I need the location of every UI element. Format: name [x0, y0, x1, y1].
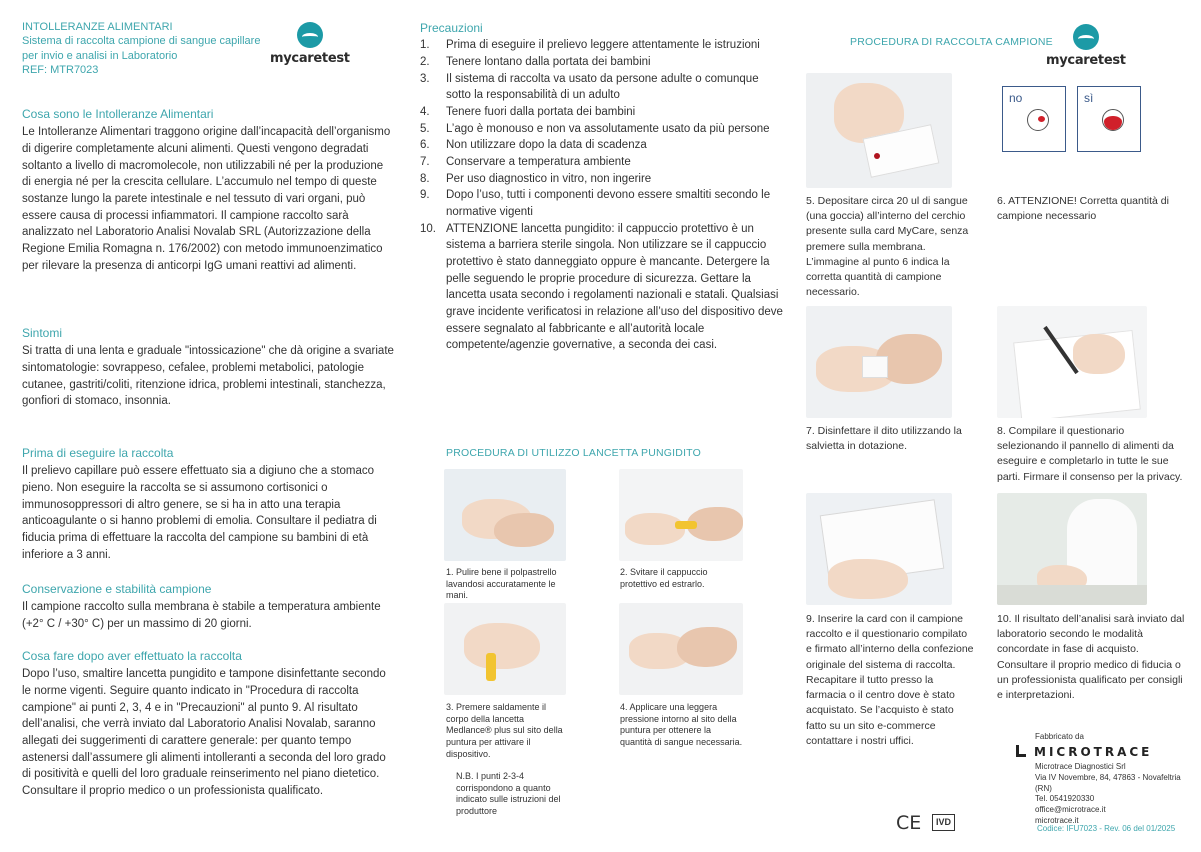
- list-item: [420, 154, 785, 171]
- item-text: L’ago è monouso e non va assolutamente usato da più persone: [446, 122, 770, 135]
- ce-mark: CE: [896, 812, 922, 834]
- document-code: Codice: IFU7023 - Rev. 06 del 01/2025: [1037, 824, 1176, 833]
- factory-icon: [1016, 745, 1026, 757]
- photo-disinfect-finger: [806, 306, 952, 418]
- item-number: 1.: [420, 39, 430, 52]
- photo-press-lancet: [444, 603, 566, 695]
- header-line: REF: MTR7023: [22, 63, 99, 76]
- section-title: Sintomi: [22, 326, 63, 340]
- sample-no-label: no: [1009, 91, 1023, 105]
- precautions-list: [420, 37, 785, 354]
- item-text: Dopo l’uso, tutti i componenti devono essere smaltiti secondo le normative vigenti: [446, 189, 771, 219]
- item-text: Tenere fuori dalla portata dei bambini: [446, 106, 636, 119]
- sample-yes-label: sì: [1084, 91, 1094, 105]
- item-number: 3.: [420, 72, 430, 85]
- photo-deposit-blood: [806, 73, 952, 188]
- sample-no-card: [1002, 86, 1066, 152]
- logo-text: mycaretest: [270, 51, 350, 66]
- item-text: Il sistema di raccolta va usato da persone adulte o comunque sotto la responsabilità di un adulto: [446, 72, 759, 102]
- photo-fill-questionnaire: [997, 306, 1147, 418]
- lancet-procedure-title: PROCEDURA DI UTILIZZO LANCETTA PUNGIDITO: [446, 447, 701, 459]
- mycaretest-logo: [1046, 24, 1126, 71]
- collection-step-caption: 9. Inserire la card con il campione raccolto e il questionario compilato e firmato all’interno della confezione originale del sistema di raccolta. Recapitare il tutto presso la farmacia o il centro dove è stato acquistato. Se l’acquisto è stato fatto su un sito e-commerce contattare i nostri uffici.: [806, 613, 974, 747]
- list-item: [420, 104, 785, 121]
- list-item: [420, 121, 785, 138]
- item-number: 2.: [420, 56, 430, 69]
- collection-step-caption: 7. Disinfettare il dito utilizzando la salvietta in dotazione.: [806, 425, 962, 453]
- collection-procedure-title: PROCEDURA DI RACCOLTA CAMPIONE: [850, 36, 1053, 48]
- lancet-step-caption: 3. Premere saldamente il corpo della lancetta Medlance® plus sul sito della puntura per attivare il dispositivo.: [446, 702, 563, 759]
- logo-mark-icon: [297, 22, 323, 48]
- document-header: [22, 20, 272, 77]
- section-body: Il prelievo capillare può essere effettuato sia a digiuno che a stomaco pieno. Non eseguire la raccolta se si assumono cortisonici o immunosoppressori di altro genere, se si ha in atto una terapia anticoagulante o si hanno problemi di emolia. Consultare il pediatra di fiducia prima di effettuare la raccolta del campione su bambini di età inferiore a 3 anni.: [22, 465, 377, 561]
- list-item: [420, 171, 785, 188]
- photo-apply-pressure: [619, 603, 743, 695]
- section-title: Prima di eseguire la raccolta: [22, 446, 174, 460]
- section-before-collection: [22, 445, 394, 563]
- item-number: 6.: [420, 139, 430, 152]
- section-after-collection: [22, 648, 394, 800]
- ivd-mark: IVD: [932, 814, 955, 831]
- section-body: Il campione raccolto sulla membrana è stabile a temperatura ambiente (+2° C / +30° C) per un massimo di 20 giorni.: [22, 601, 381, 631]
- item-text: Per uso diagnostico in vitro, non ingerire: [446, 172, 652, 185]
- item-number: 5.: [420, 122, 430, 135]
- sample-yes-card: [1077, 86, 1141, 152]
- section-title: Cosa fare dopo aver effettuato la raccolta: [22, 649, 242, 663]
- list-item: [420, 71, 785, 104]
- manufacturer-address: [1035, 762, 1195, 827]
- address-line: Tel. 0541920330: [1035, 794, 1095, 804]
- section-title: Conservazione e stabilità campione: [22, 582, 212, 596]
- item-number: 10.: [420, 222, 436, 235]
- photo-washing-hands: [444, 469, 566, 561]
- list-item: [420, 37, 785, 54]
- address-line: microtrace.it: [1035, 815, 1079, 825]
- list-item: [420, 187, 785, 220]
- manufacturer-label: Fabbricato da: [1035, 732, 1084, 741]
- section-body: Le Intolleranze Alimentari traggono origine dall’incapacità dell’organismo di digerire completamente alcuni alimenti. Questi vengono degradati soltanto a livello di macromolecole, non utilizzabili né per la produzione di energia né per la crescita cellulare. L’accumulo nel tempo di queste sostanze lungo la parete intestinale e nel tessuto di vari organi, può essere causa di processi infiammatori. Il campione raccolto sarà analizzato nel Laboratorio Analisi Novalab SRL (Autorizzazione della Regione Emilia Romagna n. 176/2002) con metodo immunoenzimatico per rilevare la presenza di anticorpi IgG umani reattivi ad alimenti.: [22, 126, 391, 272]
- logo-mark-icon: [1073, 24, 1099, 50]
- manufacturer-brand: MICROTRACE: [1034, 745, 1153, 759]
- sample-circle-icon: [1027, 109, 1049, 131]
- section-body: Dopo l’uso, smaltire lancetta pungidito e tampone disinfettante secondo le norme vigenti. Seguire quanto indicato in "Procedura di raccolta campione" ai punti 2, 3, 4 e in "Precauzioni" al punto 9. Al risultato dell’analisi, che verrà inviato dal Laboratorio Analisi Novalab, saranno allegati dei suggerimenti di carattere generale: per quanto tempo astenersi dall’assumere gli alimenti intolleranti a seconda del loro grado di positività e quelli del loro graduale reinserimento nel piano dietetico. Consultare il proprio medico o un professionista qualificato.: [22, 668, 386, 798]
- lancet-step-caption: 1. Pulire bene il polpastrello lavandosi accuratamente le mani.: [446, 567, 557, 601]
- list-item: [420, 137, 785, 154]
- address-line: Microtrace Diagnostici Srl: [1035, 762, 1126, 771]
- list-item: [420, 54, 785, 71]
- section-title: Cosa sono le Intolleranze Alimentari: [22, 107, 214, 121]
- precautions-title: Precauzioni: [420, 21, 483, 35]
- lancet-step-caption: 2. Svitare il cappuccio protettivo ed estrarlo.: [620, 567, 708, 589]
- section-symptoms: [22, 325, 394, 410]
- item-text: Prima di eseguire il prelievo leggere attentamente le istruzioni: [446, 39, 760, 52]
- section-body: Si tratta di una lenta e graduale "intossicazione" che dà origine a svariate sintomatologie: sovrappeso, cefalee, problemi metabolici, patologie cutanee, gastriti/coliti, ritenzione idrica, problemi intestinali, stanchezza, gonfiori di stomaco, insonnia.: [22, 345, 394, 408]
- mycaretest-logo: [270, 22, 350, 69]
- logo-text: mycaretest: [1046, 53, 1126, 68]
- section-what-are: [22, 106, 394, 274]
- header-line: Sistema di raccolta campione di sangue capillare: [22, 35, 261, 48]
- item-text: Conservare a temperatura ambiente: [446, 156, 631, 169]
- item-text: Non utilizzare dopo la data di scadenza: [446, 139, 647, 152]
- sample-circle-icon: [1102, 109, 1124, 131]
- lancet-step-caption: 4. Applicare una leggera pressione intorno al sito della puntura per ottenere la quantità di sangue necessaria.: [620, 702, 743, 748]
- collection-step-caption: 6. ATTENZIONE! Corretta quantità di campione necessario: [997, 195, 1169, 223]
- collection-step-caption: 5. Depositare circa 20 ul di sangue (una goccia) all’interno del cerchio presente sulla card MyCare, senza premere sulla membrana. L’immagine al punto 6 indica la corretta quantità di campione necessario.: [806, 195, 969, 299]
- list-item: [420, 221, 785, 354]
- precautions-section: [420, 20, 785, 354]
- collection-step-caption: 8. Compilare il questionario selezionando il pannello di alimenti da eseguire e completarlo in tutte le sue parti. Firmare il consenso per la privacy.: [997, 425, 1183, 483]
- item-number: 7.: [420, 156, 430, 169]
- section-storage: [22, 581, 394, 633]
- collection-step-caption: 10. Il risultato dell’analisi sarà inviato dal laboratorio secondo le modalità concordate in fase di acquisto. Consultare il proprio medico di fiducia o un professionista qualificato per consigli e interpretazioni.: [997, 613, 1185, 702]
- address-line: Via IV Novembre, 84, 47863 - Novafeltria (RN): [1035, 772, 1181, 793]
- photo-unscrew-cap: [619, 469, 743, 561]
- item-text: Tenere lontano dalla portata dei bambini: [446, 56, 651, 69]
- item-number: 9.: [420, 189, 430, 202]
- address-line: office@microtrace.it: [1035, 805, 1106, 815]
- item-text: ATTENZIONE lancetta pungidito: il cappuccio protettivo è un sistema a barriera sterile singola. Non utilizzare se il cappuccio protettivo è stato danneggiato oppure è mancante. Detergere la pelle seguendo le proprie procedure di sicurezza. Gettare la lancetta usata secondo i regolamenti nazionali e statali. Qualsiasi grave incidente verificatosi in relazione all’uso del dispositivo deve essere segnalato al fabbricante e all’autorità locale competente/agenzie governative, a seconda dei casi.: [446, 222, 783, 352]
- item-number: 8.: [420, 172, 430, 185]
- lancet-note: N.B. I punti 2-3-4 corrispondono a quanto indicato sulle istruzioni del produttore: [456, 771, 561, 817]
- document-title: INTOLLERANZE ALIMENTARI: [22, 21, 173, 33]
- item-number: 4.: [420, 106, 430, 119]
- header-line: per invio e analisi in Laboratorio: [22, 49, 178, 62]
- photo-insert-card: [806, 493, 952, 605]
- photo-doctor: [997, 493, 1147, 605]
